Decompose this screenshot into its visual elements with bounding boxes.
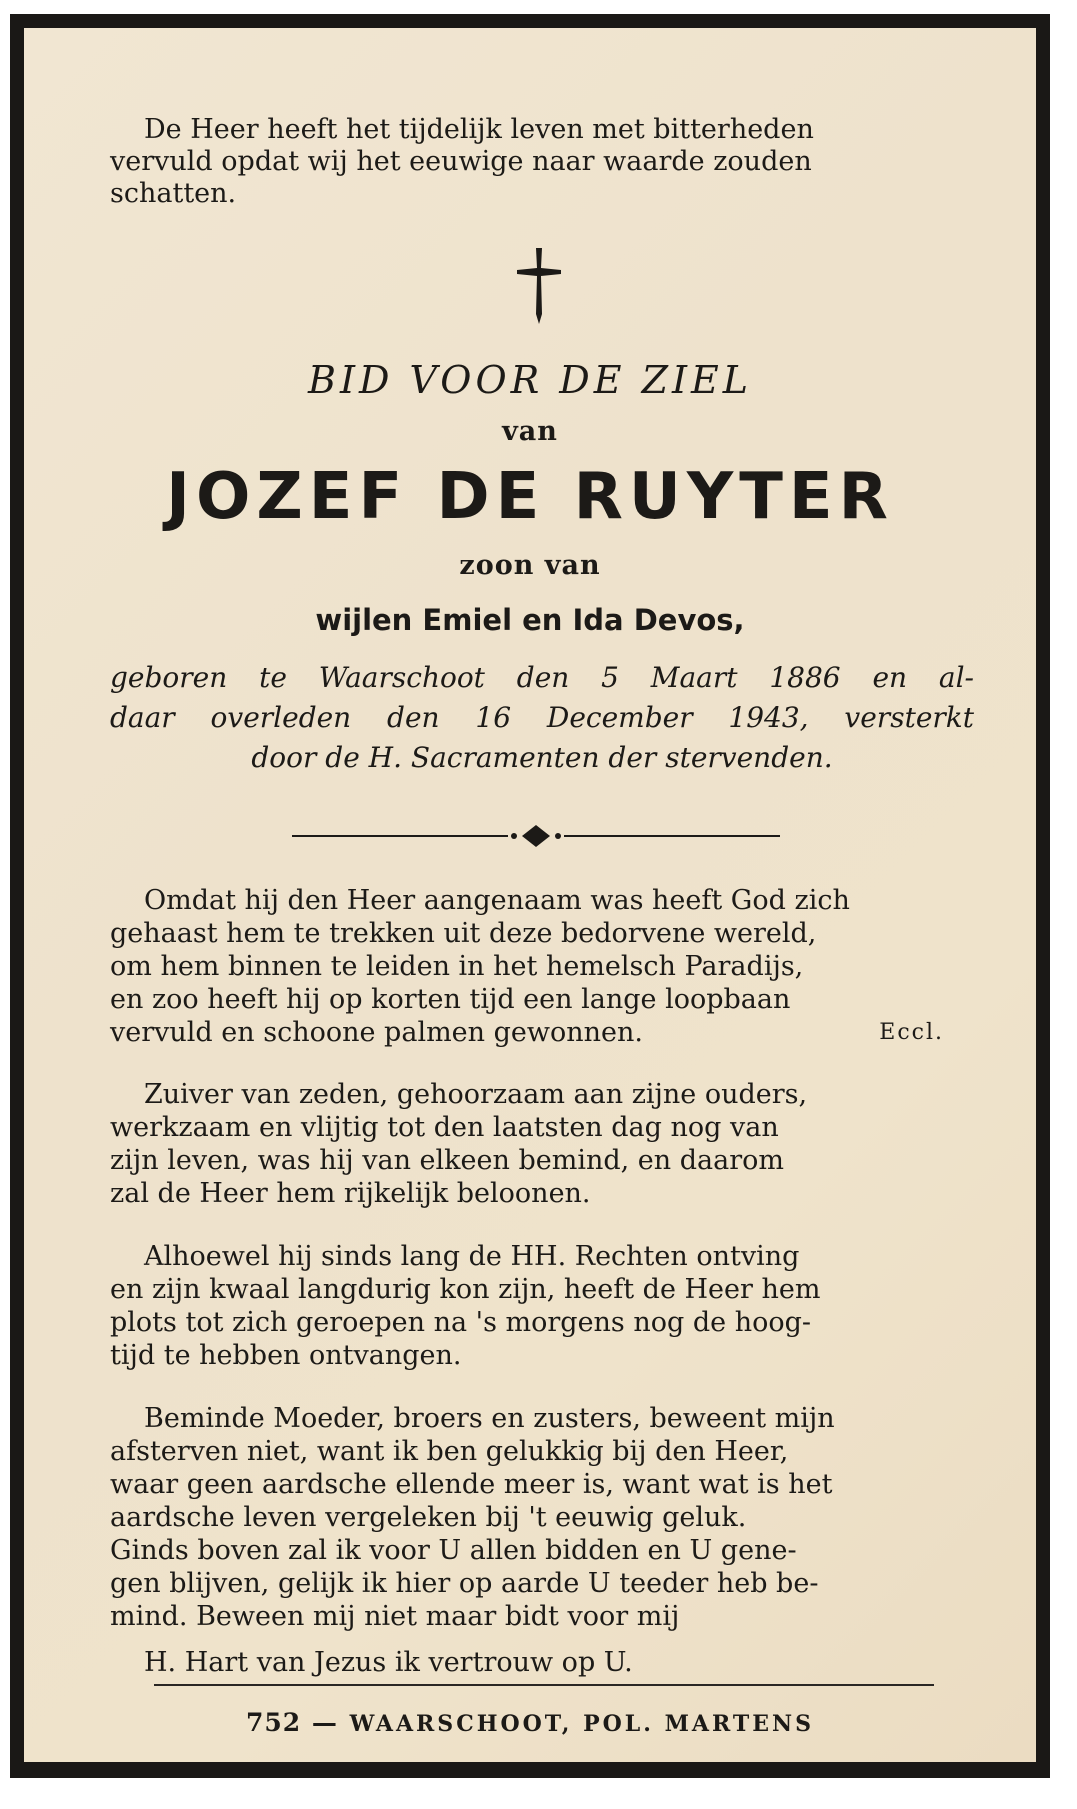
van-text: van <box>502 416 558 447</box>
paragraph-line <box>110 1016 974 1049</box>
paragraph-3 <box>110 1240 974 1372</box>
birth-death-line: geboren te Waarschoot den 5 Maart 1886 en al- <box>110 661 974 694</box>
printer-footer <box>24 1708 1036 1737</box>
ornament-divider <box>292 824 780 848</box>
paragraph-line: en zoo heeft hij op korten tijd een lange loopbaan <box>110 984 791 1015</box>
paragraph-2 <box>110 1078 974 1210</box>
epigraph-line: De Heer heeft het tijdelijk leven met bitterheden <box>144 114 814 145</box>
paragraph-line: plots tot zich geroepen na 's morgens nog de hoog- <box>110 1307 812 1338</box>
epigraph-line: vervuld opdat wij het eeuwige naar waarde zouden <box>110 146 812 177</box>
paragraph-line: werkzaam en vlijtig tot den laatsten dag nog van <box>110 1112 779 1143</box>
paragraph-line: om hem binnen te leiden in het hemelsch Paradijs, <box>110 951 804 982</box>
paragraph-line-text: vervuld en schoone palmen gewonnen. <box>110 1017 643 1048</box>
parents-names: wijlen Emiel en Ida Devos, <box>315 603 745 637</box>
paragraph-line: tijd te hebben ontvangen. <box>110 1340 462 1371</box>
invocation <box>110 1646 974 1679</box>
paragraph-line: en zijn kwaal langdurig kon zijn, heeft de Heer hem <box>110 1274 821 1305</box>
heading: BID VOOR DE ZIEL <box>308 358 752 402</box>
card-number: 752 <box>245 1708 302 1737</box>
footer-dash: — <box>311 1708 339 1737</box>
birth-death-line: door de H. Sacramenten der stervenden. <box>251 741 833 774</box>
paragraph-line: Omdat hij den Heer aangenaam was heeft God zich <box>144 885 850 916</box>
paragraph-line: Ginds boven zal ik voor U allen bidden en U gene- <box>110 1535 797 1566</box>
paragraph-line: Zuiver van zeden, gehoorzaam aan zijne ouders, <box>144 1079 808 1110</box>
paragraph-line: zal de Heer hem rijkelijk beloonen. <box>110 1178 591 1209</box>
cross-icon <box>513 246 565 326</box>
deceased-name: JOZEF DE RUYTER <box>166 460 894 534</box>
paragraph-4 <box>110 1402 974 1633</box>
printer-name: WAARSCHOOT, POL. MARTENS <box>349 1711 815 1737</box>
epigraph <box>110 114 974 210</box>
paragraph-line: gehaast hem te trekken uit deze bedorvene wereld, <box>110 918 817 949</box>
scripture-source: Eccl. <box>879 1020 944 1045</box>
zoon-van-text: zoon van <box>459 550 601 581</box>
paragraph-line: Beminde Moeder, broers en zusters, beweent mijn <box>144 1403 835 1434</box>
paragraph-1 <box>110 884 974 1049</box>
invocation-text: H. Hart van Jezus ik vertrouw op U. <box>144 1647 633 1678</box>
birth-death-text <box>110 658 974 778</box>
paragraph-line: Alhoewel hij sinds lang de HH. Rechten ontving <box>144 1241 800 1272</box>
memorial-card <box>10 14 1050 1778</box>
paragraph-line: waar geen aardsche ellende meer is, want wat is het <box>110 1469 833 1500</box>
paragraph-line: gen blijven, gelijk ik hier op aarde U teeder heb be- <box>110 1568 819 1599</box>
footer-rule <box>154 1684 934 1686</box>
paragraph-line: zijn leven, was hij van elkeen bemind, en daarom <box>110 1145 784 1176</box>
paragraph-line: mind. Beween mij niet maar bidt voor mij <box>110 1601 680 1632</box>
birth-death-line: daar overleden den 16 December 1943, versterkt <box>110 701 974 734</box>
paragraph-line: aardsche leven vergeleken bij 't eeuwig geluk. <box>110 1502 747 1533</box>
epigraph-line: schatten. <box>110 178 237 209</box>
paragraph-line: afsterven niet, want ik ben gelukkig bij den Heer, <box>110 1436 789 1467</box>
card-paper <box>24 28 1036 1762</box>
